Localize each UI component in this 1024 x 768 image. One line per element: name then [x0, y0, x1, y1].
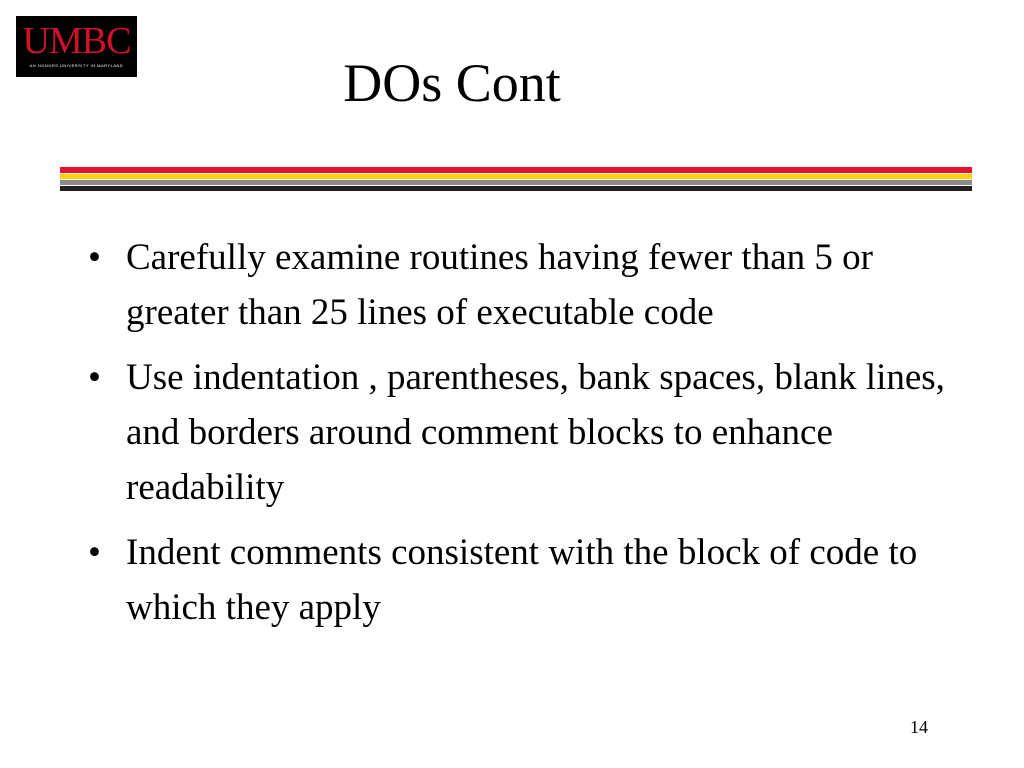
bullet-icon: • [88, 357, 101, 398]
page-number: 14 [910, 717, 928, 737]
slide-title: DOs Cont [343, 53, 561, 113]
bullet-item [88, 525, 948, 635]
bullet-icon: • [88, 237, 101, 278]
bullet-item [88, 350, 948, 515]
divider-gap [60, 179, 972, 180]
bullet-list [88, 230, 948, 645]
divider-gap [60, 173, 972, 174]
title-divider [60, 167, 972, 191]
bullet-item [88, 230, 948, 340]
bullet-text: Use indentation , parentheses, bank spaces, blank lines, and borders around comment blocks to enhance readability [126, 357, 945, 508]
divider-gap [60, 185, 972, 186]
bullet-icon: • [88, 532, 101, 573]
logo-wordmark: UMBC [22, 20, 131, 62]
logo-tagline: AN HONORS UNIVERSITY IN MARYLAND [29, 63, 124, 68]
bullet-text: Indent comments consistent with the block of code to which they apply [126, 532, 918, 628]
bullet-text: Carefully examine routines having fewer than 5 or greater than 25 lines of executable code [126, 237, 873, 333]
